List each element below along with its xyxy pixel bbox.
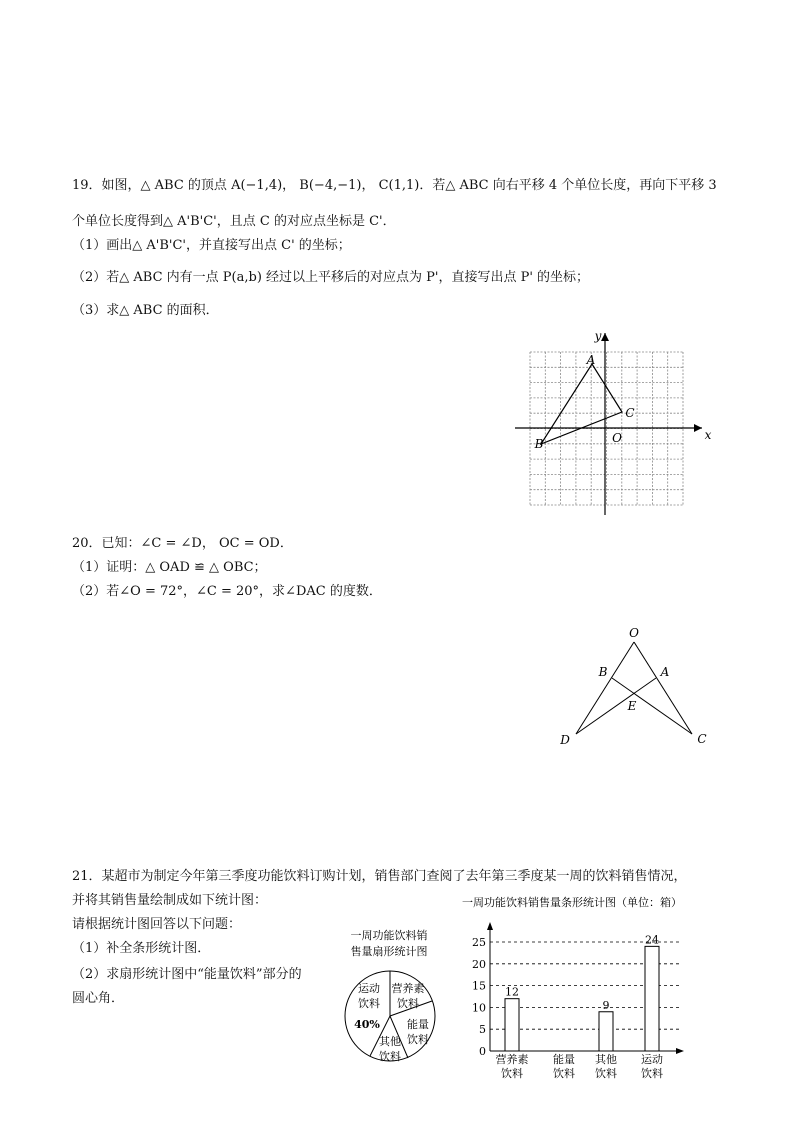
bar-chart-bars — [505, 946, 659, 1051]
q21-part2b: 圆心角． — [72, 991, 125, 1006]
pie-sector-nutrient-1: 营养素 — [391, 982, 425, 995]
bar-chart-x-arrow — [676, 1048, 684, 1054]
bar-chart-category-label: 饮料 — [641, 1067, 663, 1080]
bar-chart-value-label: 12 — [505, 985, 519, 999]
bar-chart-bar — [599, 1012, 613, 1051]
bar-chart-y-tick: 10 — [472, 1001, 486, 1015]
bar-chart-category-label: 其他 — [595, 1053, 617, 1066]
pie-sector-energy-2: 饮料 — [407, 1033, 429, 1046]
bar-chart-bar — [645, 946, 659, 1051]
label-e: E — [627, 699, 637, 713]
bar-chart-category-label: 营养素 — [495, 1053, 529, 1066]
q20-part1: （1）证明：△ OAD ≌ △ OBC； — [72, 560, 267, 575]
label-o: O — [612, 431, 622, 445]
q19-line2: 个单位长度得到△ A'B'C'，且点 C 的对应点坐标是 C'． — [72, 214, 396, 229]
bar-chart-category-label: 饮料 — [595, 1067, 617, 1080]
bar-chart-value-label: 24 — [645, 933, 659, 947]
x-axis-label: x — [704, 428, 712, 442]
bar-chart-value-label: 9 — [602, 998, 610, 1012]
label-b: B — [534, 437, 544, 451]
label-b: B — [598, 665, 608, 679]
label-c: C — [625, 406, 635, 420]
label-c: C — [697, 732, 707, 746]
pie-sector-sport-2: 饮料 — [358, 997, 380, 1010]
label-a: A — [586, 353, 596, 367]
y-axis-label: y — [594, 329, 602, 343]
bar-chart-y-tick: 5 — [479, 1023, 486, 1037]
bar-chart-y-tick: 0 — [479, 1045, 486, 1058]
q21-line3: 请根据统计图回答以下问题： — [72, 917, 242, 932]
pie-sector-sport-1: 运动 — [358, 982, 380, 995]
bar-chart-category-label: 饮料 — [501, 1067, 523, 1080]
bar-chart-y-tick: 20 — [472, 957, 486, 971]
q21-line2: 并将其销售量绘制成如下统计图： — [72, 893, 268, 908]
q21-part2a: （2）求扇形统计图中“能量饮料”部分的 — [72, 967, 302, 982]
q21-line1: 21．某超市为制定今年第三季度功能饮料订购计划，销售部门查阅了去年第三季度某一周的饮料销售情况， — [72, 869, 687, 884]
label-d: D — [560, 733, 570, 747]
bar-chart-category-label: 饮料 — [553, 1067, 575, 1080]
pie-sector-other-1: 其他 — [379, 1035, 401, 1048]
q21-part1: （1）补全条形统计图． — [72, 941, 211, 956]
bar-chart-y-tick: 15 — [472, 979, 486, 993]
bar-chart-bar — [505, 999, 519, 1051]
q19-line1: 19．如图，△ ABC 的顶点 A(−1,4)， B(−4,−1)， C(1,1)．若△ ABC 向右平移 4 个单位长度，再向下平移 3 — [72, 178, 717, 193]
q19-part1: （1）画出△ A'B'C'，并直接写出点 C' 的坐标； — [72, 238, 351, 253]
bar-chart-category-label: 能量 — [553, 1053, 575, 1066]
q19-part2: （2）若△ ABC 内有一点 P(a,b) 经过以上平移后的对应点为 P'，直接写出点 P' 的坐标； — [72, 270, 590, 285]
pie-sector-sport-percent: 40% — [354, 1018, 380, 1031]
bar-chart-labels — [472, 933, 663, 1080]
pie-sector-nutrient-2: 饮料 — [397, 997, 419, 1010]
label-a: A — [660, 665, 670, 679]
q19-part3: （3）求△ ABC 的面积． — [72, 303, 219, 318]
pie-sector-energy-1: 能量 — [407, 1018, 429, 1031]
pie-title-line2: 售量扇形统计图 — [350, 945, 428, 958]
q20-part2: （2）若∠O = 72°，∠C = 20°，求∠DAC 的度数． — [72, 584, 382, 599]
pie-title-line1: 一周功能饮料销 — [350, 929, 428, 942]
bar-chart-y-tick: 25 — [472, 936, 486, 949]
q20-line1: 20．已知：∠C = ∠D， OC = OD． — [72, 536, 293, 551]
label-o: O — [629, 626, 639, 640]
bar-chart-category-label: 运动 — [641, 1053, 663, 1066]
bar-chart-y-arrow — [487, 922, 493, 930]
bar-chart-title: 一周功能饮料销售量条形统计图（单位：箱） — [462, 896, 682, 909]
pie-sector-other-2: 饮料 — [379, 1050, 401, 1063]
